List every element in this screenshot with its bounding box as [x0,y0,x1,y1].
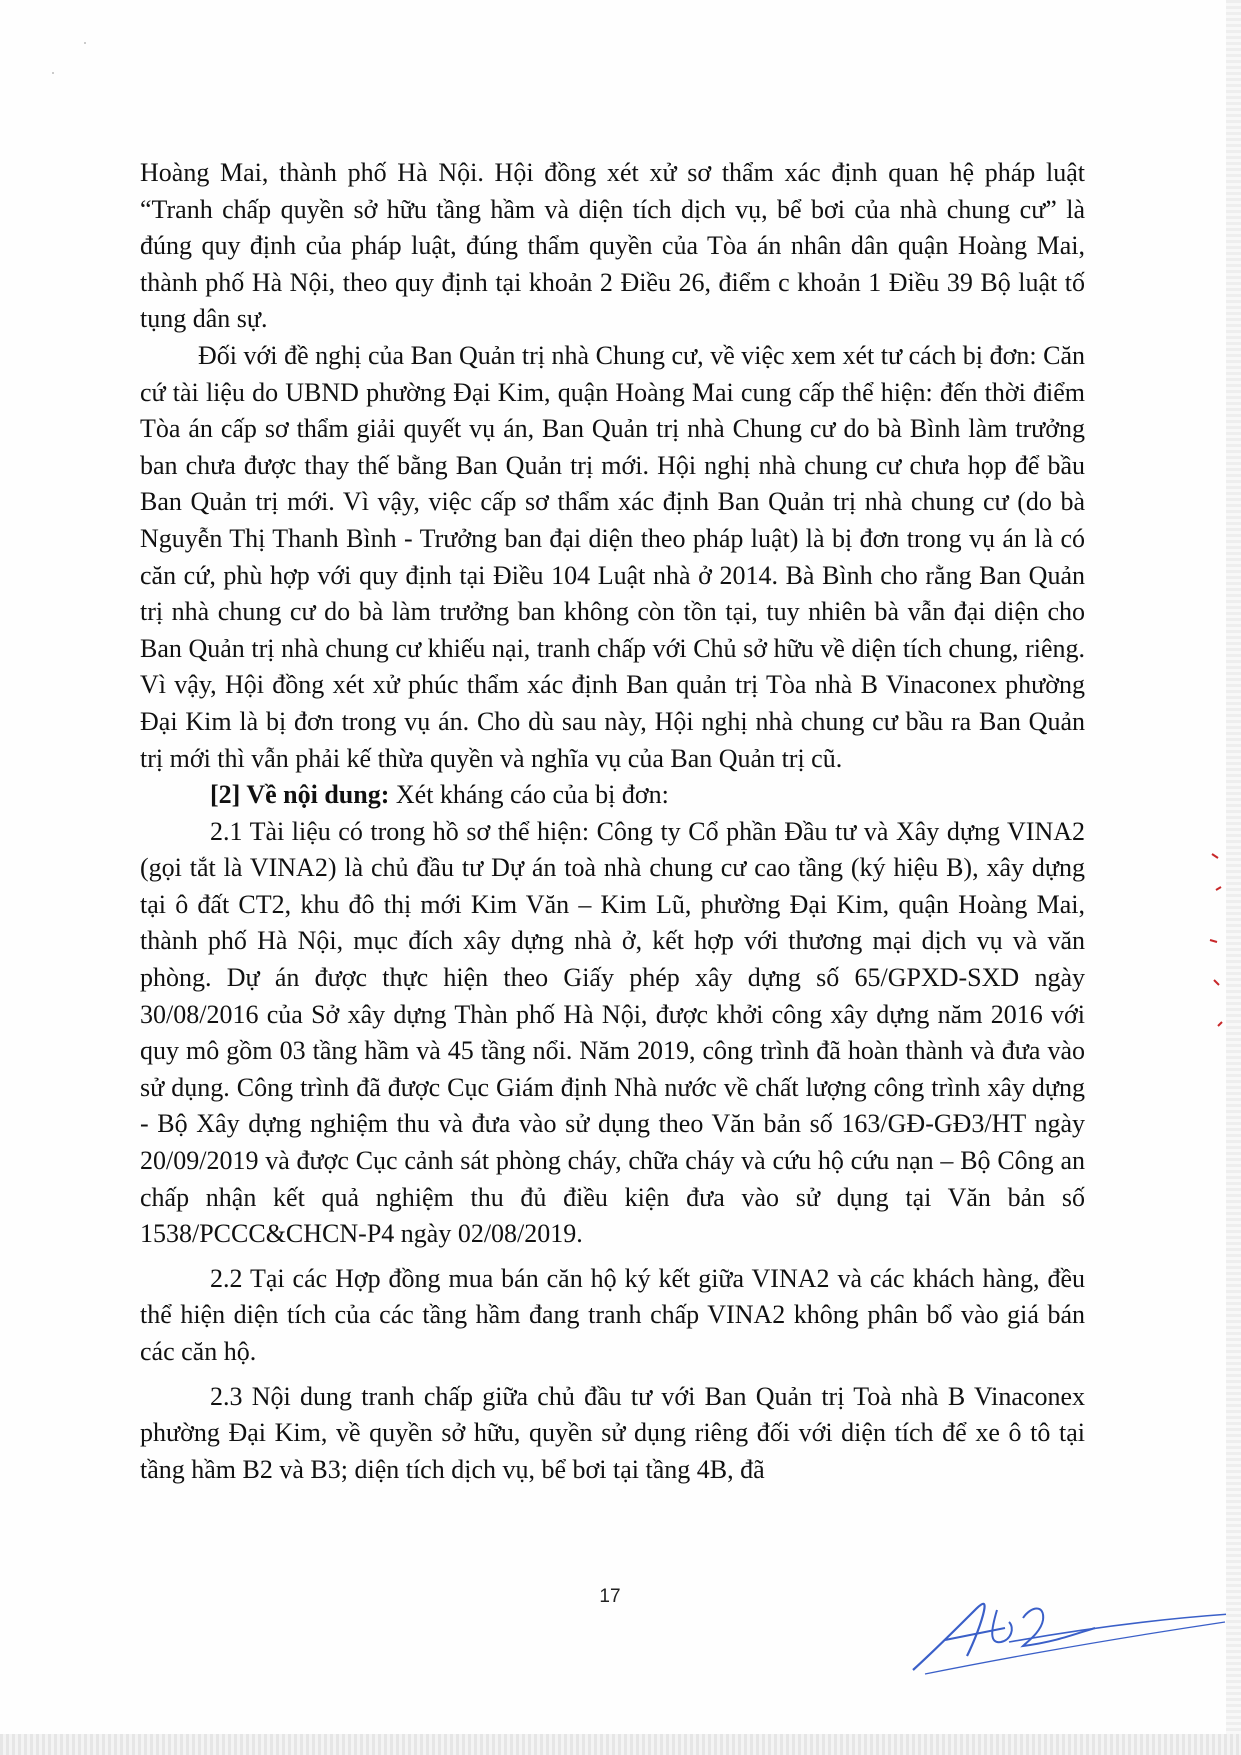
paragraph-continuation: Hoàng Mai, thành phố Hà Nội. Hội đồng xét xử sơ thẩm xác định quan hệ pháp luật “Tranh chấp quyền sở hữu tầng hầm và diện tích dịch vụ, bể bơi của nhà chung cư” là đúng quy định của pháp luật, đúng thẩm quyền của Tòa án nhân dân quận Hoàng Mai, thành phố Hà Nội, theo quy định tại khoản 2 Điều 26, điểm c khoản 1 Điều 39 Bộ luật tố tụng dân sự. [140,158,1085,334]
page-number: 17 [599,1586,621,1607]
scan-border-right [1226,0,1241,1755]
section-heading [140,777,1085,814]
subsection-2-3: 2.3 Nội dung tranh chấp giữa chủ đầu tư với Ban Quản trị Toà nhà B Vinaconex phường Đại Kim, về quyền sở hữu, quyền sử dụng riêng đối với diện tích để xe ô tô tại tầng hầm B2 và B3; diện tích dịch vụ, bể bơi tại tầng 4B, đã [140,1381,1085,1484]
subsection-2-2: 2.2 Tại các Hợp đồng mua bán căn hộ ký kết giữa VINA2 và các khách hàng, đều thể hiện diện tích của các tầng hầm đang tranh chấp VINA2 không phân bổ vào giá bán các căn hộ. [140,1263,1085,1366]
signature-mark [905,1570,1235,1680]
scan-border-bottom [0,1734,1241,1755]
scan-speck [84,42,86,44]
subsection-2-1: 2.1 Tài liệu có trong hồ sơ thể hiện: Công ty Cổ phần Đầu tư và Xây dựng VINA2 (gọi tắt là VINA2) là chủ đầu tư Dự án toà nhà chung cư cao tầng (ký hiệu B), xây dựng tại ô đất CT2, khu đô thị mới Kim Văn – Kim Lũ, phường Đại Kim, quận Hoàng Mai, thành phố Hà Nội, mục đích xây dựng nhà ở, kết hợp với thương mại dịch vụ và văn phòng. Dự án được thực hiện theo Giấy phép xây dựng số 65/GPXD-SXD ngày 30/08/2016 của Sở xây dựng Thàn phố Hà Nội, được khởi công xây dựng năm 2016 với quy mô gồm 03 tầng hầm và 45 tầng nổi. Năm 2019, công trình đã hoàn thành và đưa vào sử dụng. Công trình đã được Cục Giám định Nhà nước về chất lượng công trình xây dựng - Bộ Xây dựng nghiệm thu và đưa vào sử dụng theo Văn bản số 163/GĐ-GĐ3/HT ngày 20/09/2019 và được Cục cảnh sát phòng cháy, chữa cháy và cứu hộ cứu nạn – Bộ Công an chấp nhận kết quả nghiệm thu đủ điều kiện đưa vào sử dụng tại Văn bản số 1538/PCCC&CHCN-P4 ngày 02/08/2019. [140,816,1085,1249]
scan-speck [52,72,54,74]
paragraph-defendant-status: Đối với đề nghị của Ban Quản trị nhà Chung cư, về việc xem xét tư cách bị đơn: Căn cứ tài liệu do UBND phường Đại Kim, quận Hoàng Mai cung cấp thể hiện: đến thời điểm Tòa án cấp sơ thẩm giải quyết vụ án, Ban Quản trị nhà Chung cư do bà Bình làm trưởng ban chưa được thay thế bằng Ban Quản trị mới. Hội nghị nhà chung cư chưa họp để bầu Ban Quản trị mới. Vì vậy, việc cấp sơ thẩm xác định Ban Quản trị nhà chung cư (do bà Nguyễn Thị Thanh Bình - Trưởng ban đại diện theo pháp luật) là bị đơn trong vụ án là có căn cứ, phù hợp với quy định tại Điều 104 Luật nhà ở 2014. Bà Bình cho rằng Ban Quản trị nhà chung cư do bà làm trưởng ban không còn tồn tại, tuy nhiên bà vẫn đại diện cho Ban Quản trị nhà chung cư khiếu nại, tranh chấp với Chủ sở hữu về diện tích chung, riêng. Vì vậy, Hội đồng xét xử phúc thẩm xác định Ban quản trị Tòa nhà B Vinaconex phường Đại Kim là bị đơn trong vụ án. Cho dù sau này, Hội nghị nhà chung cư bầu ra Ban Quản trị mới thì vẫn phải kế thừa quyền và nghĩa vụ của Ban Quản trị cũ. [140,340,1085,773]
section-heading-label: [2] Về nội dung: [210,780,390,810]
body-text [140,155,1085,1488]
section-heading-text: Xét kháng cáo của bị đơn: [389,780,669,810]
